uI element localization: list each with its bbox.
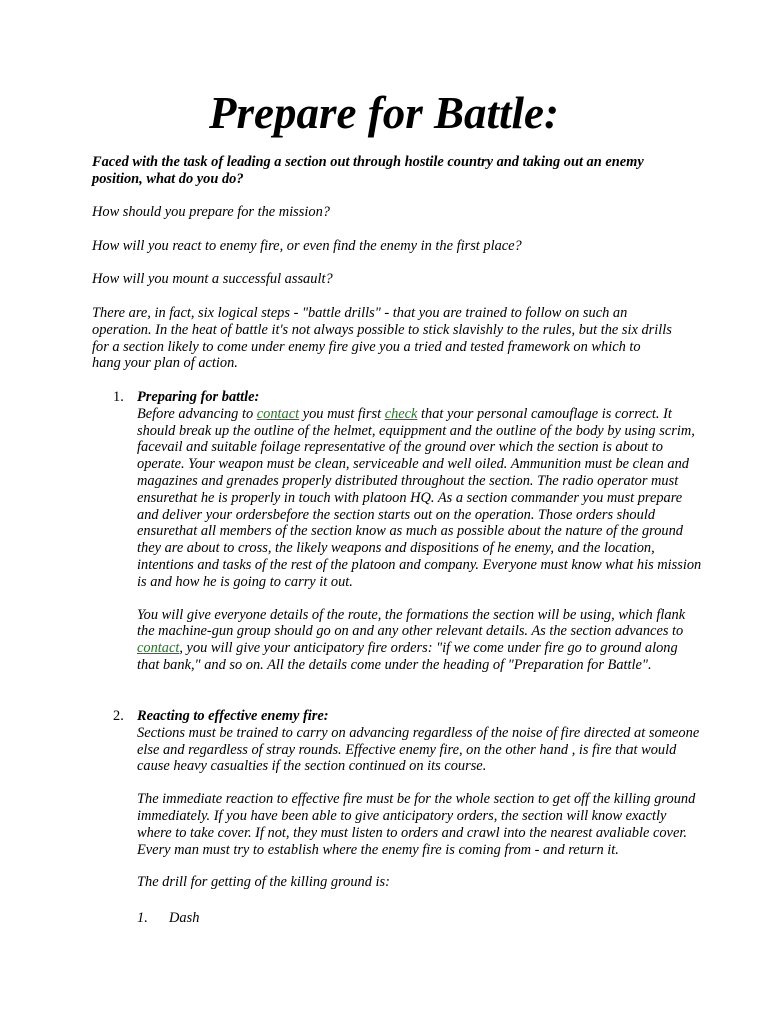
drill-number: 1. (113, 389, 124, 405)
sub-number: 1. (137, 910, 148, 926)
text-run: You will give everyone details of the route, the formations the section will be using, which flank the machine-gun group should go on and any other relevant details. As the section advances to (137, 606, 686, 640)
drill-paragraph (137, 406, 703, 591)
question-3: How will you mount a successful assault? (92, 271, 333, 287)
sub-label: Dash (169, 910, 200, 926)
drill-paragraph (137, 607, 703, 674)
drill-paragraph: Sections must be trained to carry on advancing regardless of the noise of fire directed at someone else and regardless of stray rounds. Effective enemy fire, on the other hand , is fire that would cause heavy casualties if the section continued on its course. (137, 724, 700, 775)
text-run: Before advancing to (137, 405, 257, 422)
question-2: How will you react to enemy fire, or even find the enemy in the first place? (92, 238, 522, 254)
contact-link[interactable]: contact (137, 640, 180, 657)
drill-heading: Reacting to effective enemy fire: (137, 708, 329, 724)
page-title: Prepare for Battle: (209, 88, 559, 138)
drill-body (137, 389, 703, 674)
sub-list-item (137, 910, 199, 927)
contact-link[interactable]: contact (256, 405, 300, 422)
drill-number: 2. (113, 708, 124, 724)
drill-body (137, 708, 703, 891)
text-run: that your personal camouflage is correct. It should break up the outline of the helmet, equippment and the outline of the body by using scrim, facevail and suitable foilage representative of the ground over which the section is about to operate. Your weapon must be clean, serviceable and well oiled. Ammunition must be clean and magazines and grenades properly distributed throughout the section. The radio operator must ensurethat he is properly in touch with platoon HQ. As a section commander you must prepare and deliver your ordersbefore the section starts out on the operation. Those orders should ensurethat all members of the section know as much as possible about the nature of the ground they are about to cross, the likely weapons and dispositions of he enemy, and the location, intentions and tasks of the rest of the platoon and company. Everyone must know what his mission is and how he is going to carry it out. (137, 405, 702, 590)
question-1: How should you prepare for the mission? (92, 204, 330, 220)
drill-paragraph: The drill for getting of the killing ground is: (137, 874, 390, 891)
drill-paragraph: The immediate reaction to effective fire must be for the whole section to get off the killing ground immediately. If you have been able to give anticipatory orders, the section will know exactly where to take cover. If not, they must listen to orders and crawl into the nearest avaliable cover. Every man must try to establish where the enemy fire is coming from - and return it. (137, 791, 696, 858)
overview-paragraph: There are, in fact, six logical steps - "battle drills" - that you are trained to follow on such an operation. In the heat of battle it's not always possible to stick slavishly to the rules, but the six drills for a section likely to come under enemy fire give you a tried and tested framework on which to hang your plan of action. (92, 305, 672, 372)
text-run: you must first (299, 405, 385, 422)
drill-heading: Preparing for battle: (137, 389, 260, 405)
intro-paragraph: Faced with the task of leading a section out through hostile country and taking out an enemy position, what do you do? (92, 154, 644, 187)
check-link[interactable]: check (384, 405, 418, 422)
text-run: , you will give your anticipatory fire orders: "if we come under fire go to ground along that bank," and so on. All the details come under the heading of "Preparation for Battle". (137, 640, 678, 673)
